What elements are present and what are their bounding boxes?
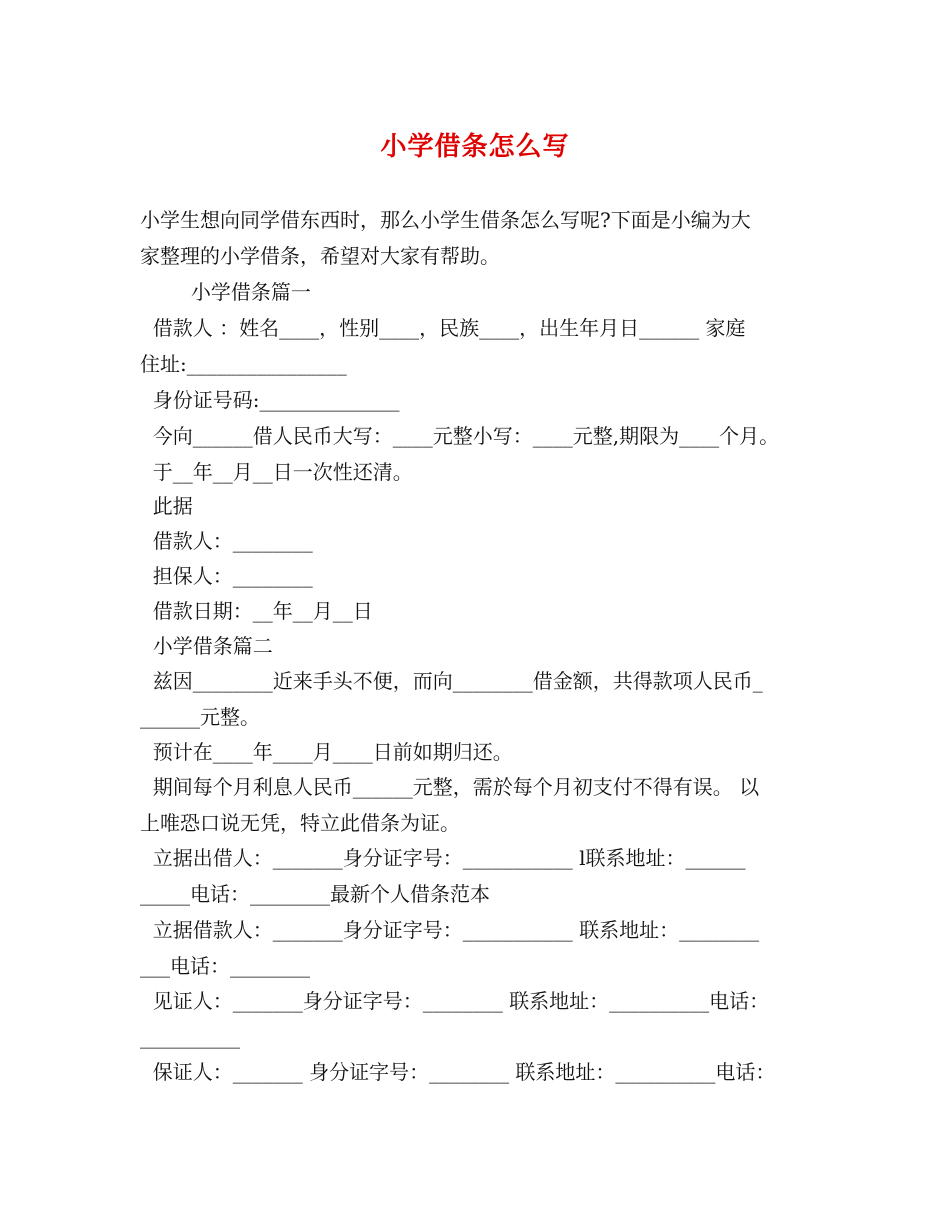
body-line: 上唯恐口说无凭，特立此借条为证。 bbox=[140, 811, 460, 835]
body-line: 担保人：________ bbox=[140, 564, 313, 588]
body-line: ______元整。 bbox=[140, 705, 260, 729]
body-line: 今向______借人民币大写：____元整小写：____元整,期限为____个月。 bbox=[140, 424, 780, 448]
body-line: 立据借款人：_______身分证字号：___________ 联系地址：________ bbox=[140, 918, 760, 942]
body-line: 借款人：________ bbox=[140, 529, 313, 553]
body-line: 此据 bbox=[140, 494, 193, 518]
section-heading-1: 小学借条篇一 bbox=[140, 280, 311, 304]
body-line: 预计在____年____月____日前如期归还。 bbox=[140, 740, 513, 764]
document-title: 小学借条怎么写 bbox=[380, 132, 570, 162]
body-line: 见证人：_______身分证字号：________ 联系地址：__________电话： bbox=[140, 989, 770, 1013]
body-line: _____电话：________最新个人借条范本 bbox=[140, 882, 490, 906]
intro-line-2: 家整理的小学借条，希望对大家有帮助。 bbox=[140, 244, 500, 268]
body-line: ___电话：________ bbox=[140, 954, 310, 978]
body-line: 期间每个月利息人民币______元整，需於每个月初支付不得有误。 以 bbox=[140, 775, 760, 799]
section-heading-2: 小学借条篇二 bbox=[140, 634, 273, 658]
body-line: 借款日期：__年__月__日 bbox=[140, 599, 373, 623]
body-line: 身份证号码:______________ bbox=[140, 388, 400, 412]
body-line: __________ bbox=[140, 1025, 240, 1049]
body-line: 于__年__月__日一次性还清。 bbox=[140, 460, 413, 484]
body-line: 立据出借人：_______身分证字号：___________ l联系地址：______ bbox=[140, 846, 746, 870]
body-line: 保证人：_______ 身分证字号：________ 联系地址：__________电话： bbox=[140, 1060, 776, 1084]
body-line: 借款人 ：姓名____，性别____，民族____，出生年月日______ 家庭 bbox=[140, 316, 746, 340]
body-line: 兹因________近来手头不便，而向________借金额，共得款项人民币_ bbox=[140, 669, 763, 693]
body-line: 住址:________________ bbox=[140, 352, 347, 376]
intro-line-1: 小学生想向同学借东西时，那么小学生借条怎么写呢?下面是小编为大 bbox=[140, 208, 751, 232]
